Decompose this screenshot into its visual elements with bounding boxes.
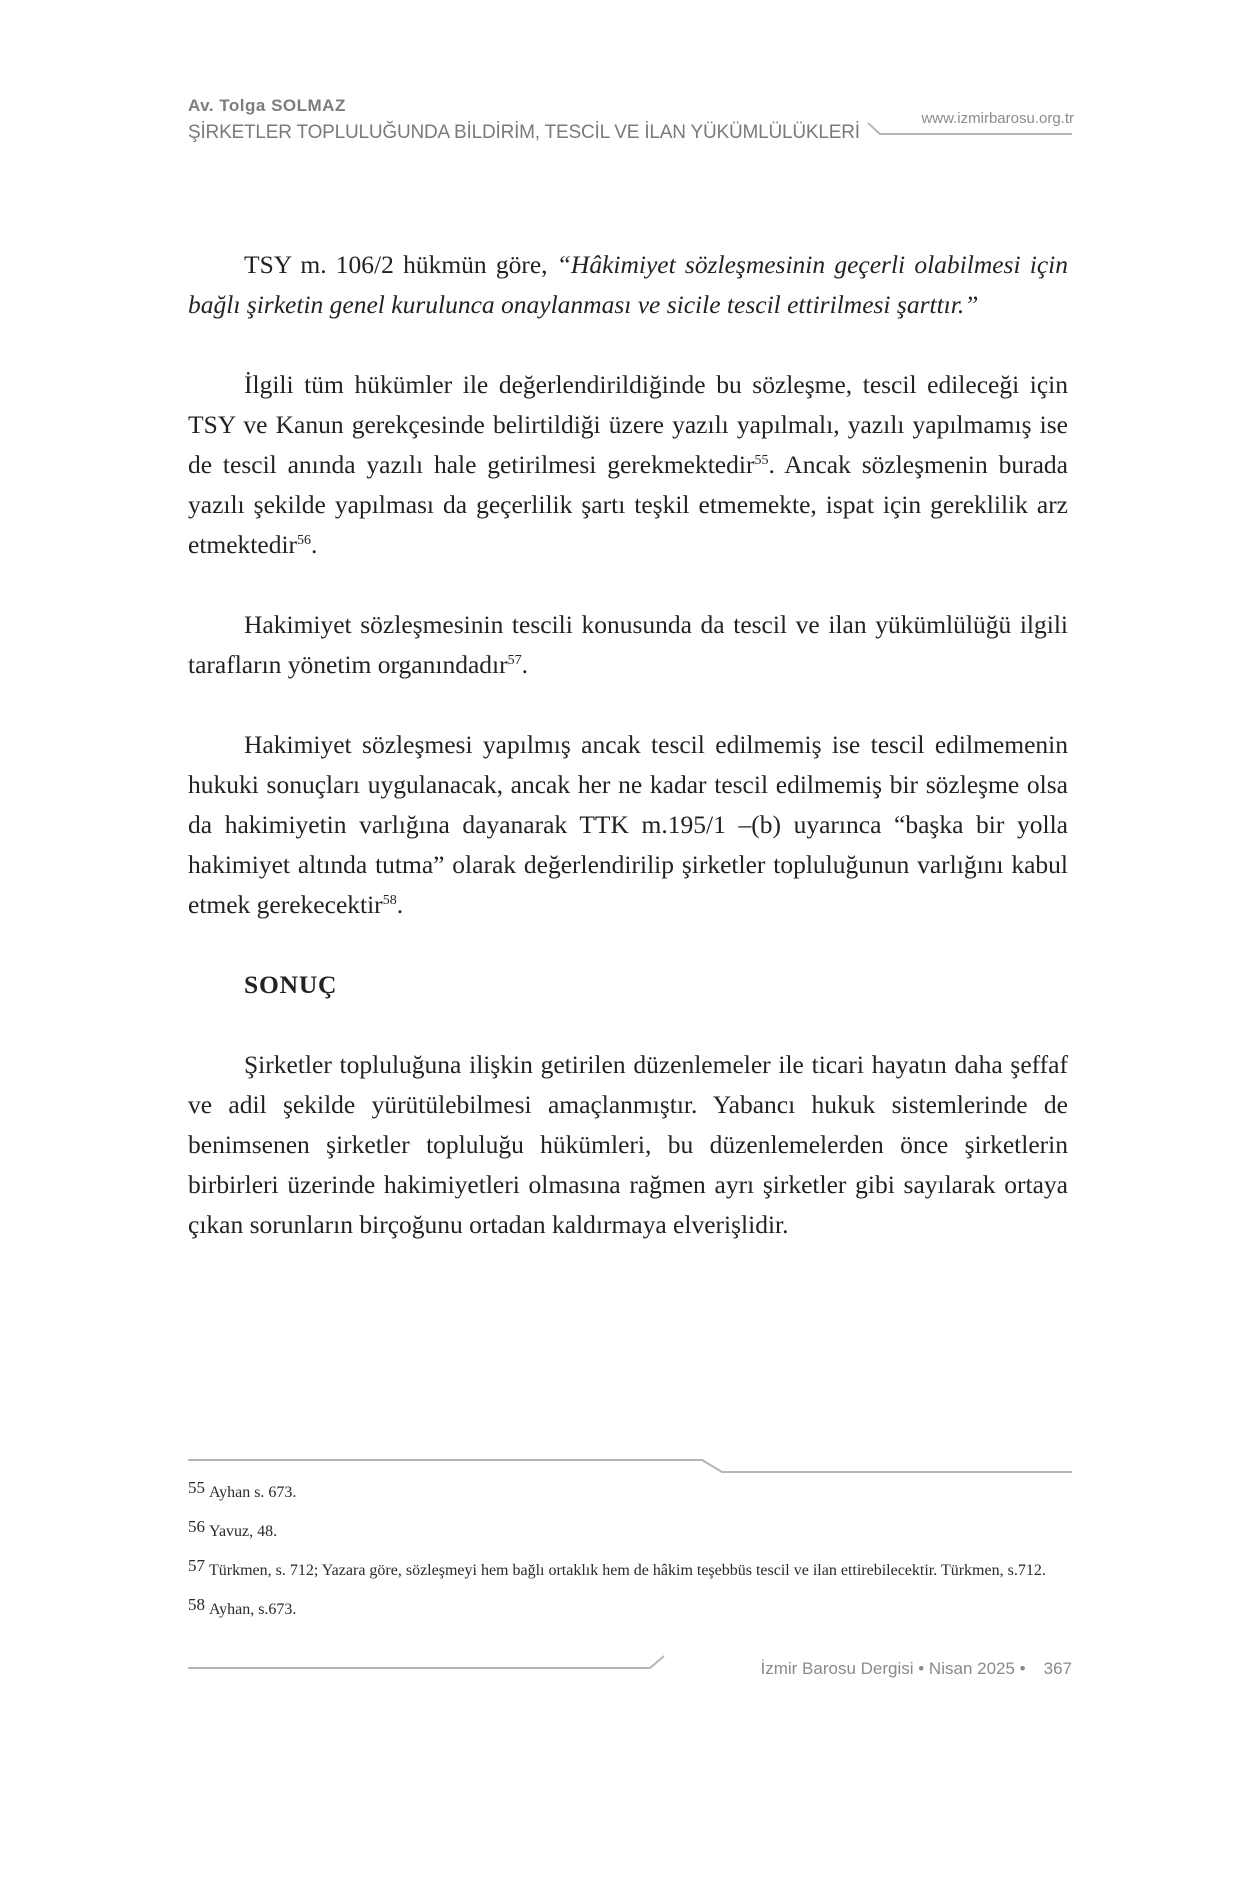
header-author: Av. Tolga SOLMAZ [188, 96, 346, 115]
paragraph-5: Şirketler topluluğuna ilişkin getirilen düzenlemeler ile ticari hayatın daha şeffaf ve adil şekilde yürütülebilmesi amaçlanmıştır. Yabancı hukuk sistemlerinde de benimsenen şirketler topluluğu hükümleri, bu düzenlemelerden önce şirketlerin birbirleri üzerinde hakimiyetleri olmasına rağmen ayrı şirketler gibi sayılarak ortaya çıkan sorunların birçoğunu ortadan kaldırmaya elverişlidir. [188, 1050, 1068, 1239]
paragraph-4: Hakimiyet sözleşmesi yapılmış ancak tescil edilmemiş ise tescil edilmemenin hukuki sonuçları uygulanacak, ancak her ne kadar tescil edilmemiş bir sözleşme olsa da hakimiyetin varlığına dayanarak TTK m.195/1 –(b) uyarınca “başka bir yolla hakimiyet altında tutma” olarak değerlendirilip şirketler topluluğunun varlığını kabul etmek gerekecektir$^{58}$. [188, 730, 1068, 919]
footnote-text: Türkmen, s. 712; Yazara göre, sözleşmeyi hem bağlı ortaklık hem de hâkim teşebbüs tescil ve ilan ettirebilecektir. Türkmen, s.712. [209, 1562, 1046, 1579]
footnote-text: Yavuz, 48. [209, 1523, 278, 1540]
footnote-text: Ayhan, s.673. [209, 1601, 297, 1618]
journal-name: İzmir Barosu Dergisi • Nisan 2025 • [760, 1659, 1026, 1678]
page-number: 367 [1043, 1659, 1072, 1678]
footnote-ref-57[interactable]: 57 [507, 653, 522, 668]
page-footer [761, 1659, 1073, 1679]
footnote-ref-58[interactable]: 58 [382, 893, 397, 908]
footnote-number: 55 [188, 1478, 205, 1497]
paragraph-1: TSY m. 106/2 hükmün göre, “Hâkimiyet sözleşmesinin geçerli olabilmesi için bağlı şirketin genel kurulunca onaylanması ve sicile tescil ettirilmesi şarttır.” [188, 250, 1068, 319]
footnote-ref-56[interactable]: 56 [297, 533, 312, 548]
footnote-text: Ayhan s. 673. [209, 1484, 297, 1501]
paragraph-3: Hakimiyet sözleşmesinin tescili konusunda da tescil ve ilan yükümlülüğü ilgili tarafların yönetim organındadır$^{57}$. [188, 610, 1068, 679]
section-heading: SONUÇ [244, 970, 338, 999]
footnote-number: 57 [188, 1556, 205, 1575]
header-website-url[interactable]: www.izmirbarosu.org.tr [921, 110, 1074, 127]
footnote-ref-55[interactable]: 55 [754, 453, 769, 468]
quoted-text: “Hâkimiyet sözleşmesinin geçerli olabilmesi için bağlı şirketin genel kurulunca onaylanması ve sicile tescil ettirilmesi şarttır.” [188, 250, 1068, 319]
header-article-title: ŞİRKETLER TOPLULUĞUNDA BİLDİRİM, TESCİL VE İLAN YÜKÜMLÜLÜKLERİ [188, 122, 860, 143]
paragraph-2: İlgili tüm hükümler ile değerlendirildiğinde bu sözleşme, tescil edileceği için TSY ve Kanun gerekçesinde belirtildiği üzere yazılı yapılmalı, yazılı yapılmamış ise de tescil anında yazılı hale getirilmesi gerekmektedir$^{55}$. Ancak sözleşmenin burada yazılı şekilde yapılması da geçerlilik şartı teşkil etmemekte, ispat için gereklilik arz etmektedir$^{56}$. [188, 370, 1068, 559]
footnote-number: 58 [188, 1595, 205, 1614]
footnote-number: 56 [188, 1517, 205, 1536]
